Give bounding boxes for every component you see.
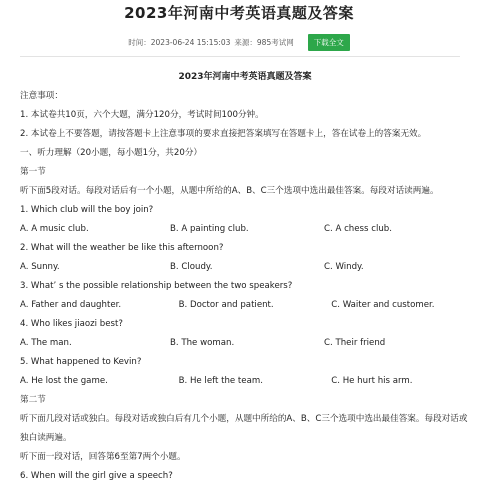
notice-heading: 注意事项： bbox=[20, 91, 63, 101]
option-a: A. Sunny. bbox=[20, 262, 60, 272]
question-options bbox=[20, 372, 470, 391]
option-b: B. Cloudy. bbox=[170, 262, 213, 272]
article-meta bbox=[0, 34, 478, 51]
question: 3. What’ s the possible relationship between the two speakers? bbox=[20, 281, 293, 291]
option-a: A. The man. bbox=[20, 338, 72, 348]
part-heading: 一、听力理解（20小题，每小题1分，共20分） bbox=[20, 148, 203, 158]
section-instructions: 听下面几段对话或独白。每段对话或独白后有几个小题，从题中所给的A、B、C三个选项中选出最佳答案。每段对话或独白读两遍。 bbox=[20, 414, 468, 443]
option-b: B. Doctor and patient. bbox=[178, 300, 274, 310]
question: 2. What will the weather be like this afternoon? bbox=[20, 243, 224, 253]
source-name: 985考试网 bbox=[256, 38, 294, 47]
question-options bbox=[20, 334, 470, 353]
article-body bbox=[20, 68, 470, 486]
question: 5. What happened to Kevin? bbox=[20, 357, 142, 367]
option-c: C. Windy. bbox=[324, 262, 364, 272]
notice-item: 2. 本试卷上不要答题，请按答题卡上注意事项的要求直接把答案填写在答题卡上，答在试卷上的答案无效。 bbox=[20, 129, 427, 139]
question-options bbox=[20, 258, 470, 277]
question: 6. When will the girl give a speech? bbox=[20, 471, 173, 481]
source-label: 来源： bbox=[234, 38, 257, 47]
option-b: B. A painting club. bbox=[170, 224, 249, 234]
section-instructions: 听下面5段对话。每段对话后有一个小题，从题中所给的A、B、C三个选项中选出最佳答案。每段对话读两遍。 bbox=[20, 186, 439, 196]
time-label: 时间： bbox=[128, 38, 151, 47]
question: 4. Who likes jiaozi best? bbox=[20, 319, 123, 329]
option-a: A. A music club. bbox=[20, 224, 89, 234]
question: 1. Which club will the boy join? bbox=[20, 205, 154, 215]
section-heading: 第二节 bbox=[20, 395, 46, 405]
option-a: A. Father and daughter. bbox=[20, 300, 122, 310]
section-heading: 第一节 bbox=[20, 167, 46, 177]
divider bbox=[20, 56, 460, 57]
option-b: B. The woman. bbox=[170, 338, 235, 348]
option-b: B. He left the team. bbox=[178, 376, 263, 386]
notice-item: 1. 本试卷共10页，六个大题，满分120分，考试时间100分钟。 bbox=[20, 110, 264, 120]
option-a: A. He lost the game. bbox=[20, 376, 108, 386]
download-button[interactable]: 下载全文 bbox=[308, 34, 350, 51]
question-options bbox=[20, 296, 470, 315]
document-title: 2023年河南中考英语真题及答案 bbox=[178, 72, 312, 82]
option-c: C. Their friend bbox=[324, 338, 386, 348]
section-subinstructions: 听下面一段对话，回答第6至第7两个小题。 bbox=[20, 452, 186, 462]
option-c: C. He hurt his arm. bbox=[331, 376, 413, 386]
page-title: 2023年河南中考英语真题及答案 bbox=[124, 4, 354, 22]
question-options bbox=[20, 220, 470, 239]
option-c: C. A chess club. bbox=[324, 224, 392, 234]
publish-time: 2023-06-24 15:15:03 bbox=[150, 38, 231, 47]
option-c: C. Waiter and customer. bbox=[331, 300, 435, 310]
